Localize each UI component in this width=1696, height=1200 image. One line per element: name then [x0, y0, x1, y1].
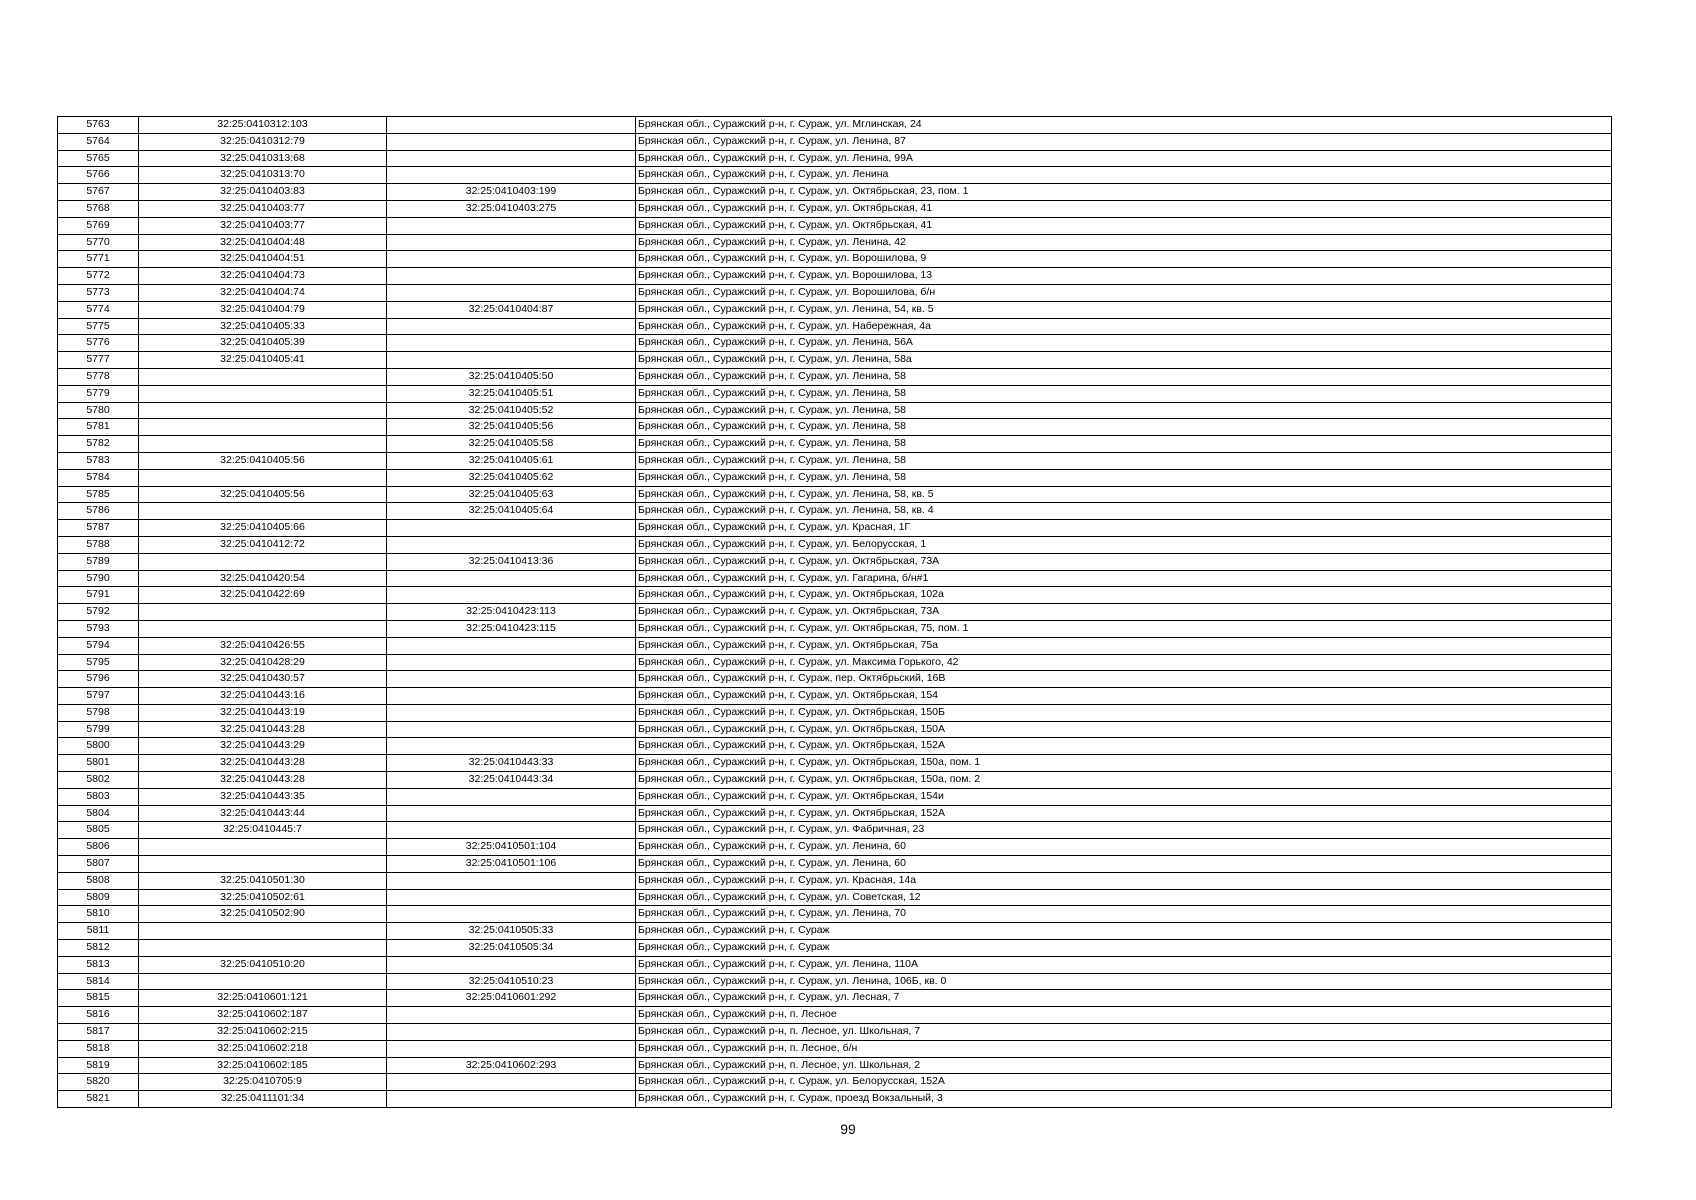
related-cadastral-number-cell: 32:25:0410404:87	[387, 301, 636, 318]
table-row	[58, 956, 1612, 973]
address-cell: Брянская обл., Суражский р-н, г. Сураж, ул. Ленина, 60	[636, 856, 1612, 873]
related-cadastral-number-cell	[387, 738, 636, 755]
table-row	[58, 637, 1612, 654]
cadastral-number-cell: 32:25:0410403:83	[139, 184, 387, 201]
related-cadastral-number-cell	[387, 352, 636, 369]
cadastral-number-cell: 32:25:0410312:79	[139, 133, 387, 150]
row-number-cell: 5769	[58, 217, 139, 234]
row-number-cell: 5817	[58, 1024, 139, 1041]
address-cell: Брянская обл., Суражский р-н, г. Сураж	[636, 940, 1612, 957]
table-row	[58, 419, 1612, 436]
related-cadastral-number-cell	[387, 721, 636, 738]
table-row	[58, 1074, 1612, 1091]
cadastral-number-cell	[139, 419, 387, 436]
table-row	[58, 133, 1612, 150]
related-cadastral-number-cell	[387, 822, 636, 839]
address-cell: Брянская обл., Суражский р-н, г. Сураж, ул. Октябрьская, 75, пом. 1	[636, 620, 1612, 637]
table-row	[58, 486, 1612, 503]
row-number-cell: 5792	[58, 604, 139, 621]
row-number-cell: 5811	[58, 923, 139, 940]
address-cell: Брянская обл., Суражский р-н, г. Сураж, ул. Октябрьская, 41	[636, 200, 1612, 217]
cadastral-number-cell	[139, 503, 387, 520]
related-cadastral-number-cell	[387, 872, 636, 889]
related-cadastral-number-cell	[387, 133, 636, 150]
address-cell: Брянская обл., Суражский р-н, г. Сураж, ул. Ленина, 42	[636, 234, 1612, 251]
row-number-cell: 5775	[58, 318, 139, 335]
address-cell: Брянская обл., Суражский р-н, г. Сураж, ул. Фабричная, 23	[636, 822, 1612, 839]
table-row	[58, 822, 1612, 839]
related-cadastral-number-cell	[387, 570, 636, 587]
address-cell: Брянская обл., Суражский р-н, г. Сураж, ул. Белорусская, 152А	[636, 1074, 1612, 1091]
cadastral-number-cell	[139, 469, 387, 486]
related-cadastral-number-cell: 32:25:0410405:51	[387, 385, 636, 402]
related-cadastral-number-cell	[387, 520, 636, 537]
table-row	[58, 234, 1612, 251]
row-number-cell: 5820	[58, 1074, 139, 1091]
address-cell: Брянская обл., Суражский р-н, г. Сураж, ул. Ворошилова, 13	[636, 268, 1612, 285]
row-number-cell: 5770	[58, 234, 139, 251]
cadastral-number-cell: 32:25:0410404:73	[139, 268, 387, 285]
cadastral-number-cell: 32:25:0410420:54	[139, 570, 387, 587]
related-cadastral-number-cell: 32:25:0410405:52	[387, 402, 636, 419]
row-number-cell: 5816	[58, 1007, 139, 1024]
table-row	[58, 184, 1612, 201]
related-cadastral-number-cell: 32:25:0410443:33	[387, 755, 636, 772]
related-cadastral-number-cell: 32:25:0410405:50	[387, 368, 636, 385]
table-row	[58, 301, 1612, 318]
cadastral-number-cell: 32:25:0410312:103	[139, 117, 387, 134]
related-cadastral-number-cell	[387, 637, 636, 654]
row-number-cell: 5795	[58, 654, 139, 671]
row-number-cell: 5765	[58, 150, 139, 167]
related-cadastral-number-cell	[387, 1007, 636, 1024]
address-cell: Брянская обл., Суражский р-н, г. Сураж, ул. Ленина, 87	[636, 133, 1612, 150]
table-row	[58, 872, 1612, 889]
row-number-cell: 5773	[58, 284, 139, 301]
related-cadastral-number-cell	[387, 268, 636, 285]
address-cell: Брянская обл., Суражский р-н, г. Сураж, ул. Ленина, 58	[636, 436, 1612, 453]
related-cadastral-number-cell	[387, 889, 636, 906]
related-cadastral-number-cell	[387, 704, 636, 721]
table-row	[58, 200, 1612, 217]
related-cadastral-number-cell: 32:25:0410423:113	[387, 604, 636, 621]
cadastral-number-cell: 32:25:0410510:20	[139, 956, 387, 973]
related-cadastral-number-cell: 32:25:0410501:104	[387, 839, 636, 856]
cadastral-number-cell: 32:25:0410403:77	[139, 200, 387, 217]
table-row	[58, 1040, 1612, 1057]
row-number-cell: 5800	[58, 738, 139, 755]
row-number-cell: 5808	[58, 872, 139, 889]
related-cadastral-number-cell: 32:25:0410510:23	[387, 973, 636, 990]
table-row	[58, 385, 1612, 402]
address-cell: Брянская обл., Суражский р-н, г. Сураж, ул. Октябрьская, 75а	[636, 637, 1612, 654]
table-row	[58, 368, 1612, 385]
address-cell: Брянская обл., Суражский р-н, г. Сураж, ул. Октябрьская, 41	[636, 217, 1612, 234]
related-cadastral-number-cell	[387, 167, 636, 184]
table-row	[58, 503, 1612, 520]
cadastral-number-cell	[139, 973, 387, 990]
cadastral-number-cell: 32:25:0410422:69	[139, 587, 387, 604]
table-row	[58, 1091, 1612, 1108]
related-cadastral-number-cell: 32:25:0410501:106	[387, 856, 636, 873]
table-row	[58, 721, 1612, 738]
table-row	[58, 553, 1612, 570]
cadastral-number-cell: 32:25:0410443:28	[139, 755, 387, 772]
row-number-cell: 5785	[58, 486, 139, 503]
related-cadastral-number-cell: 32:25:0410405:58	[387, 436, 636, 453]
address-cell: Брянская обл., Суражский р-н, п. Лесное, ул. Школьная, 7	[636, 1024, 1612, 1041]
table-row	[58, 990, 1612, 1007]
related-cadastral-number-cell	[387, 335, 636, 352]
table-row	[58, 1057, 1612, 1074]
table-row	[58, 620, 1612, 637]
cadastral-number-cell: 32:25:0410443:29	[139, 738, 387, 755]
address-cell: Брянская обл., Суражский р-н, г. Сураж, ул. Лесная, 7	[636, 990, 1612, 1007]
related-cadastral-number-cell	[387, 1074, 636, 1091]
row-number-cell: 5783	[58, 452, 139, 469]
table-row	[58, 402, 1612, 419]
cadastral-number-cell: 32:25:0410412:72	[139, 536, 387, 553]
row-number-cell: 5776	[58, 335, 139, 352]
cadastral-number-cell	[139, 368, 387, 385]
related-cadastral-number-cell: 32:25:0410405:63	[387, 486, 636, 503]
table-row	[58, 167, 1612, 184]
row-number-cell: 5802	[58, 772, 139, 789]
row-number-cell: 5819	[58, 1057, 139, 1074]
cadastral-number-cell: 32:25:0410601:121	[139, 990, 387, 1007]
cadastral-number-cell: 32:25:0410405:56	[139, 452, 387, 469]
table-row	[58, 520, 1612, 537]
address-cell: Брянская обл., Суражский р-н, г. Сураж, пер. Октябрьский, 16В	[636, 671, 1612, 688]
related-cadastral-number-cell: 32:25:0410505:33	[387, 923, 636, 940]
table-row	[58, 604, 1612, 621]
cadastral-number-cell: 32:25:0410502:90	[139, 906, 387, 923]
table-row	[58, 335, 1612, 352]
row-number-cell: 5777	[58, 352, 139, 369]
row-number-cell: 5788	[58, 536, 139, 553]
address-cell: Брянская обл., Суражский р-н, г. Сураж, ул. Октябрьская, 150а, пом. 2	[636, 772, 1612, 789]
address-cell: Брянская обл., Суражский р-н, г. Сураж, ул. Ленина, 58	[636, 402, 1612, 419]
cadastral-number-cell: 32:25:0410705:9	[139, 1074, 387, 1091]
related-cadastral-number-cell	[387, 284, 636, 301]
row-number-cell: 5815	[58, 990, 139, 1007]
address-cell: Брянская обл., Суражский р-н, г. Сураж, ул. Ленина, 58а	[636, 352, 1612, 369]
row-number-cell: 5774	[58, 301, 139, 318]
related-cadastral-number-cell: 32:25:0410423:115	[387, 620, 636, 637]
address-cell: Брянская обл., Суражский р-н, г. Сураж, ул. Мглинская, 24	[636, 117, 1612, 134]
cadastral-number-cell	[139, 620, 387, 637]
address-cell: Брянская обл., Суражский р-н, г. Сураж, ул. Октябрьская, 150Б	[636, 704, 1612, 721]
table-row	[58, 906, 1612, 923]
cadastral-number-cell: 32:25:0410404:79	[139, 301, 387, 318]
row-number-cell: 5768	[58, 200, 139, 217]
related-cadastral-number-cell	[387, 1091, 636, 1108]
table-row	[58, 856, 1612, 873]
related-cadastral-number-cell	[387, 234, 636, 251]
cadastral-number-cell: 32:25:0410602:187	[139, 1007, 387, 1024]
cadastral-number-cell: 32:25:0410426:55	[139, 637, 387, 654]
row-number-cell: 5807	[58, 856, 139, 873]
address-cell: Брянская обл., Суражский р-н, г. Сураж, ул. Гагарина, б/н#1	[636, 570, 1612, 587]
row-number-cell: 5809	[58, 889, 139, 906]
row-number-cell: 5799	[58, 721, 139, 738]
table-row	[58, 923, 1612, 940]
related-cadastral-number-cell	[387, 217, 636, 234]
cadastral-number-cell: 32:25:0410428:29	[139, 654, 387, 671]
related-cadastral-number-cell: 32:25:0410602:293	[387, 1057, 636, 1074]
address-cell: Брянская обл., Суражский р-н, г. Сураж, ул. Ленина, 58	[636, 368, 1612, 385]
cadastral-number-cell	[139, 385, 387, 402]
page-number: 99	[840, 1121, 856, 1137]
row-number-cell: 5779	[58, 385, 139, 402]
row-number-cell: 5812	[58, 940, 139, 957]
related-cadastral-number-cell: 32:25:0410601:292	[387, 990, 636, 1007]
table-row	[58, 284, 1612, 301]
row-number-cell: 5782	[58, 436, 139, 453]
address-cell: Брянская обл., Суражский р-н, г. Сураж, ул. Ворошилова, б/н	[636, 284, 1612, 301]
row-number-cell: 5791	[58, 587, 139, 604]
table-row	[58, 788, 1612, 805]
cadastral-number-cell: 32:25:0410403:77	[139, 217, 387, 234]
row-number-cell: 5772	[58, 268, 139, 285]
row-number-cell: 5804	[58, 805, 139, 822]
related-cadastral-number-cell	[387, 805, 636, 822]
table-row	[58, 805, 1612, 822]
row-number-cell: 5780	[58, 402, 139, 419]
table-row	[58, 755, 1612, 772]
cadastral-number-cell	[139, 402, 387, 419]
address-cell: Брянская обл., Суражский р-н, г. Сураж, ул. Ленина, 60	[636, 839, 1612, 856]
table-row	[58, 688, 1612, 705]
address-cell: Брянская обл., Суражский р-н, г. Сураж, ул. Ленина, 58	[636, 452, 1612, 469]
cadastral-number-cell: 32:25:0410602:218	[139, 1040, 387, 1057]
cadastral-number-cell: 32:25:0410430:57	[139, 671, 387, 688]
cadastral-number-cell	[139, 436, 387, 453]
table-row	[58, 570, 1612, 587]
address-cell: Брянская обл., Суражский р-н, г. Сураж, ул. Советская, 12	[636, 889, 1612, 906]
cadastral-number-cell: 32:25:0410405:41	[139, 352, 387, 369]
address-cell: Брянская обл., Суражский р-н, г. Сураж, ул. Максима Горького, 42	[636, 654, 1612, 671]
related-cadastral-number-cell	[387, 956, 636, 973]
table-row	[58, 587, 1612, 604]
address-cell: Брянская обл., Суражский р-н, г. Сураж, проезд Вокзальный, 3	[636, 1091, 1612, 1108]
table-row	[58, 251, 1612, 268]
row-number-cell: 5821	[58, 1091, 139, 1108]
row-number-cell: 5764	[58, 133, 139, 150]
row-number-cell: 5767	[58, 184, 139, 201]
cadastral-number-cell: 32:25:0410313:68	[139, 150, 387, 167]
address-cell: Брянская обл., Суражский р-н, г. Сураж, ул. Красная, 1Г	[636, 520, 1612, 537]
related-cadastral-number-cell	[387, 654, 636, 671]
table-row	[58, 150, 1612, 167]
cadastral-number-cell: 32:25:0410443:44	[139, 805, 387, 822]
address-cell: Брянская обл., Суражский р-н, г. Сураж, ул. Ленина, 58	[636, 385, 1612, 402]
related-cadastral-number-cell	[387, 587, 636, 604]
address-cell: Брянская обл., Суражский р-н, г. Сураж, ул. Ленина, 58	[636, 469, 1612, 486]
table-row	[58, 704, 1612, 721]
row-number-cell: 5794	[58, 637, 139, 654]
table-row	[58, 1007, 1612, 1024]
related-cadastral-number-cell	[387, 788, 636, 805]
table-row	[58, 1024, 1612, 1041]
row-number-cell: 5763	[58, 117, 139, 134]
row-number-cell: 5810	[58, 906, 139, 923]
address-cell: Брянская обл., Суражский р-н, г. Сураж, ул. Октябрьская, 23, пом. 1	[636, 184, 1612, 201]
row-number-cell: 5778	[58, 368, 139, 385]
related-cadastral-number-cell	[387, 318, 636, 335]
related-cadastral-number-cell	[387, 906, 636, 923]
related-cadastral-number-cell	[387, 1024, 636, 1041]
cadastral-number-cell: 32:25:0410501:30	[139, 872, 387, 889]
address-cell: Брянская обл., Суражский р-н, г. Сураж, ул. Ленина, 106Б, кв. 0	[636, 973, 1612, 990]
address-cell: Брянская обл., Суражский р-н, г. Сураж, ул. Красная, 14а	[636, 872, 1612, 889]
row-number-cell: 5803	[58, 788, 139, 805]
related-cadastral-number-cell: 32:25:0410405:56	[387, 419, 636, 436]
related-cadastral-number-cell: 32:25:0410403:275	[387, 200, 636, 217]
address-cell: Брянская обл., Суражский р-н, г. Сураж	[636, 923, 1612, 940]
related-cadastral-number-cell: 32:25:0410405:61	[387, 452, 636, 469]
address-cell: Брянская обл., Суражский р-н, г. Сураж, ул. Октябрьская, 73А	[636, 604, 1612, 621]
table-row	[58, 654, 1612, 671]
cadastral-number-cell: 32:25:0410443:19	[139, 704, 387, 721]
address-cell: Брянская обл., Суражский р-н, г. Сураж, ул. Ворошилова, 9	[636, 251, 1612, 268]
address-cell: Брянская обл., Суражский р-н, г. Сураж, ул. Ленина, 56А	[636, 335, 1612, 352]
table-row	[58, 117, 1612, 134]
cadastral-number-cell: 32:25:0410405:66	[139, 520, 387, 537]
address-cell: Брянская обл., Суражский р-н, п. Лесное, б/н	[636, 1040, 1612, 1057]
address-cell: Брянская обл., Суражский р-н, г. Сураж, ул. Белорусская, 1	[636, 536, 1612, 553]
related-cadastral-number-cell: 32:25:0410405:62	[387, 469, 636, 486]
row-number-cell: 5813	[58, 956, 139, 973]
table-row	[58, 536, 1612, 553]
related-cadastral-number-cell	[387, 1040, 636, 1057]
related-cadastral-number-cell	[387, 688, 636, 705]
cadastral-number-cell: 32:25:0411101:34	[139, 1091, 387, 1108]
table-row	[58, 671, 1612, 688]
address-cell: Брянская обл., Суражский р-н, г. Сураж, ул. Октябрьская, 152А	[636, 805, 1612, 822]
row-number-cell: 5790	[58, 570, 139, 587]
cadastral-number-cell: 32:25:0410443:16	[139, 688, 387, 705]
address-cell: Брянская обл., Суражский р-н, г. Сураж, ул. Ленина, 58	[636, 419, 1612, 436]
address-cell: Брянская обл., Суражский р-н, г. Сураж, ул. Ленина, 58, кв. 4	[636, 503, 1612, 520]
row-number-cell: 5793	[58, 620, 139, 637]
table-row	[58, 352, 1612, 369]
table-row	[58, 889, 1612, 906]
address-cell: Брянская обл., Суражский р-н, п. Лесное	[636, 1007, 1612, 1024]
cadastral-number-cell: 32:25:0410602:215	[139, 1024, 387, 1041]
row-number-cell: 5797	[58, 688, 139, 705]
row-number-cell: 5818	[58, 1040, 139, 1057]
address-cell: Брянская обл., Суражский р-н, г. Сураж, ул. Ленина, 99А	[636, 150, 1612, 167]
cadastral-number-cell	[139, 940, 387, 957]
row-number-cell: 5786	[58, 503, 139, 520]
address-cell: Брянская обл., Суражский р-н, г. Сураж, ул. Ленина, 110А	[636, 956, 1612, 973]
row-number-cell: 5781	[58, 419, 139, 436]
related-cadastral-number-cell: 32:25:0410443:34	[387, 772, 636, 789]
cadastral-number-cell: 32:25:0410502:61	[139, 889, 387, 906]
table-row	[58, 772, 1612, 789]
address-cell: Брянская обл., Суражский р-н, г. Сураж, ул. Октябрьская, 73А	[636, 553, 1612, 570]
related-cadastral-number-cell: 32:25:0410413:36	[387, 553, 636, 570]
related-cadastral-number-cell	[387, 251, 636, 268]
related-cadastral-number-cell	[387, 536, 636, 553]
row-number-cell: 5798	[58, 704, 139, 721]
address-cell: Брянская обл., Суражский р-н, г. Сураж, ул. Набережная, 4а	[636, 318, 1612, 335]
address-cell: Брянская обл., Суражский р-н, г. Сураж, ул. Октябрьская, 102а	[636, 587, 1612, 604]
cadastral-number-cell	[139, 923, 387, 940]
address-cell: Брянская обл., Суражский р-н, г. Сураж, ул. Октябрьская, 154	[636, 688, 1612, 705]
address-cell: Брянская обл., Суражский р-н, г. Сураж, ул. Ленина	[636, 167, 1612, 184]
cadastral-number-cell: 32:25:0410443:35	[139, 788, 387, 805]
table-row	[58, 839, 1612, 856]
cadastral-number-cell	[139, 604, 387, 621]
address-cell: Брянская обл., Суражский р-н, г. Сураж, ул. Ленина, 70	[636, 906, 1612, 923]
cadastral-number-cell: 32:25:0410313:70	[139, 167, 387, 184]
registry-table	[57, 116, 1612, 1108]
row-number-cell: 5784	[58, 469, 139, 486]
cadastral-number-cell	[139, 856, 387, 873]
row-number-cell: 5766	[58, 167, 139, 184]
address-cell: Брянская обл., Суражский р-н, г. Сураж, ул. Октябрьская, 150А	[636, 721, 1612, 738]
cadastral-number-cell: 32:25:0410445:7	[139, 822, 387, 839]
table-row	[58, 452, 1612, 469]
address-cell: Брянская обл., Суражский р-н, г. Сураж, ул. Октябрьская, 150а, пом. 1	[636, 755, 1612, 772]
related-cadastral-number-cell	[387, 671, 636, 688]
table-row	[58, 738, 1612, 755]
table-row	[58, 940, 1612, 957]
cadastral-number-cell: 32:25:0410443:28	[139, 721, 387, 738]
row-number-cell: 5814	[58, 973, 139, 990]
cadastral-number-cell	[139, 553, 387, 570]
cadastral-number-cell: 32:25:0410602:185	[139, 1057, 387, 1074]
table-row	[58, 469, 1612, 486]
row-number-cell: 5787	[58, 520, 139, 537]
cadastral-number-cell: 32:25:0410404:51	[139, 251, 387, 268]
address-cell: Брянская обл., Суражский р-н, г. Сураж, ул. Ленина, 54, кв. 5	[636, 301, 1612, 318]
row-number-cell: 5796	[58, 671, 139, 688]
row-number-cell: 5805	[58, 822, 139, 839]
cadastral-number-cell	[139, 839, 387, 856]
table-row	[58, 268, 1612, 285]
cadastral-number-cell: 32:25:0410404:74	[139, 284, 387, 301]
address-cell: Брянская обл., Суражский р-н, г. Сураж, ул. Октябрьская, 152А	[636, 738, 1612, 755]
address-cell: Брянская обл., Суражский р-н, г. Сураж, ул. Октябрьская, 154и	[636, 788, 1612, 805]
cadastral-number-cell: 32:25:0410405:33	[139, 318, 387, 335]
row-number-cell: 5789	[58, 553, 139, 570]
related-cadastral-number-cell	[387, 117, 636, 134]
related-cadastral-number-cell: 32:25:0410505:34	[387, 940, 636, 957]
cadastral-number-cell: 32:25:0410405:39	[139, 335, 387, 352]
row-number-cell: 5771	[58, 251, 139, 268]
table-row	[58, 973, 1612, 990]
table-row	[58, 436, 1612, 453]
related-cadastral-number-cell: 32:25:0410405:64	[387, 503, 636, 520]
table-row	[58, 217, 1612, 234]
row-number-cell: 5806	[58, 839, 139, 856]
related-cadastral-number-cell: 32:25:0410403:199	[387, 184, 636, 201]
table-body	[58, 117, 1612, 1108]
cadastral-number-cell: 32:25:0410405:56	[139, 486, 387, 503]
cadastral-number-cell: 32:25:0410404:48	[139, 234, 387, 251]
address-cell: Брянская обл., Суражский р-н, п. Лесное, ул. Школьная, 2	[636, 1057, 1612, 1074]
row-number-cell: 5801	[58, 755, 139, 772]
cadastral-number-cell: 32:25:0410443:28	[139, 772, 387, 789]
table-row	[58, 318, 1612, 335]
address-cell: Брянская обл., Суражский р-н, г. Сураж, ул. Ленина, 58, кв. 5	[636, 486, 1612, 503]
related-cadastral-number-cell	[387, 150, 636, 167]
